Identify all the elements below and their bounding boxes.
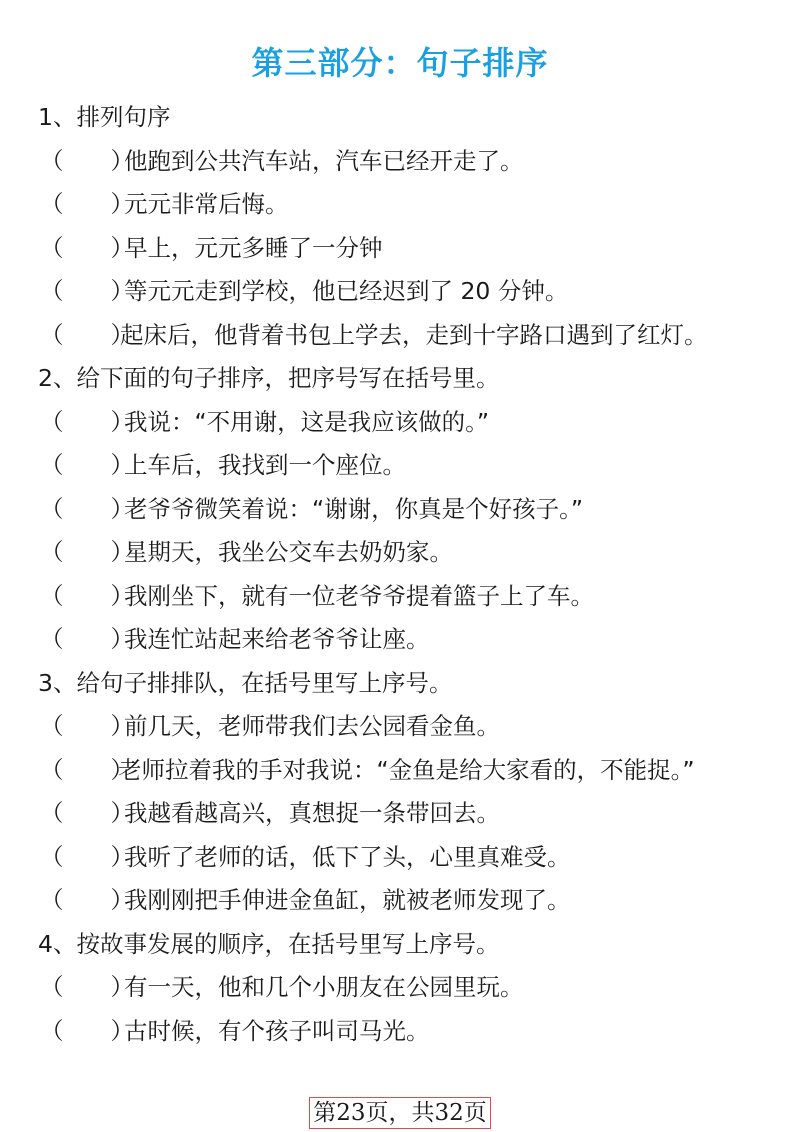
- answer-blank[interactable]: （ ）: [40, 146, 134, 175]
- page-title: 第三部分：句子排序: [251, 44, 549, 82]
- answer-blank[interactable]: （ ）: [40, 233, 134, 262]
- sentence-text: 我越看越高兴，真想捉一条带回去。: [124, 799, 500, 827]
- sentence-item: [0, 531, 800, 575]
- answer-blank[interactable]: （ ）: [40, 886, 134, 914]
- sentence-item: [0, 792, 800, 836]
- page-footer: [0, 1097, 800, 1129]
- sentence-item: [0, 966, 800, 1010]
- answer-blank[interactable]: （ ）: [40, 190, 134, 218]
- answer-blank[interactable]: （ ）: [40, 581, 134, 610]
- sentence-item: [0, 140, 800, 184]
- sentence-item: [0, 314, 800, 358]
- answer-blank[interactable]: （ ）: [40, 625, 134, 653]
- sentence-item: [0, 227, 800, 271]
- sentence-item: [0, 836, 800, 880]
- answer-blank[interactable]: （ ）: [40, 755, 134, 784]
- sentence-text: 我刚刚把手伸进金鱼缸，就被老师发现了。: [124, 886, 571, 914]
- section-heading: 3、给句子排排队，在括号里写上序号。: [38, 668, 453, 697]
- sentence-text: 我刚坐下，就有一位老爷爷提着篮子上了车。: [124, 581, 594, 610]
- sentence-item: [0, 1010, 800, 1054]
- sentence-item: [0, 401, 800, 445]
- section-heading: 4、按故事发展的顺序，在括号里写上序号。: [38, 929, 500, 958]
- sentence-text: 他跑到公共汽车站，汽车已经开走了。: [124, 146, 524, 175]
- sentence-item: [0, 488, 800, 532]
- sentence-item: [0, 749, 800, 793]
- answer-blank[interactable]: （ ）: [40, 712, 134, 740]
- answer-blank[interactable]: （ ）: [40, 320, 134, 349]
- sentence-text: 起床后，他背着书包上学去，走到十字路口遇到了红灯。: [120, 320, 708, 349]
- answer-blank[interactable]: （ ）: [40, 1016, 134, 1045]
- sentence-item: [0, 575, 800, 619]
- answer-blank[interactable]: （ ）: [40, 842, 134, 871]
- section-heading: 1、排列句序: [38, 103, 171, 131]
- answer-blank[interactable]: （ ）: [40, 799, 134, 827]
- sentence-text: 有一天，他和几个小朋友在公园里玩。: [124, 973, 524, 1001]
- answer-blank[interactable]: （ ）: [40, 407, 134, 436]
- section-heading: 2、给下面的句子排序，把序号写在括号里。: [38, 364, 500, 392]
- sentence-text: 我连忙站起来给老爷爷让座。: [124, 625, 430, 653]
- sentence-item: [0, 444, 800, 488]
- sentence-text: 元元非常后悔。: [124, 190, 289, 218]
- answer-blank[interactable]: （ ）: [40, 494, 134, 523]
- sentence-text: 星期天，我坐公交车去奶奶家。: [124, 538, 453, 566]
- sentence-item: [0, 618, 800, 662]
- answer-blank[interactable]: （ ）: [40, 973, 134, 1001]
- sentence-text: 我听了老师的话，低下了头，心里真难受。: [124, 842, 571, 871]
- answer-blank[interactable]: （ ）: [40, 451, 134, 479]
- sentence-item: [0, 705, 800, 749]
- sentence-item: [0, 879, 800, 923]
- sentence-text: 等元元走到学校，他已经迟到了 20 分钟。: [124, 277, 569, 305]
- sentence-text: 早上，元元多睡了一分钟: [124, 233, 383, 262]
- sentence-text: 老爷爷微笑着说：“谢谢，你真是个好孩子。”: [124, 494, 584, 523]
- sentence-text: 老师拉着我的手对我说：“金鱼是给大家看的，不能捉。”: [118, 755, 695, 784]
- sentence-item: [0, 270, 800, 314]
- sentence-item: [0, 183, 800, 227]
- worksheet-content: [0, 96, 800, 1053]
- sentence-text: 古时候，有个孩子叫司马光。: [124, 1016, 430, 1045]
- sentence-text: 前几天，老师带我们去公园看金鱼。: [124, 712, 500, 740]
- sentence-text: 上车后，我找到一个座位。: [124, 451, 406, 479]
- answer-blank[interactable]: （ ）: [40, 538, 134, 566]
- sentence-text: 我说：“不用谢，这是我应该做的。”: [124, 407, 490, 436]
- answer-blank[interactable]: （ ）: [40, 277, 134, 305]
- page-number: 第23页，共32页: [309, 1097, 491, 1129]
